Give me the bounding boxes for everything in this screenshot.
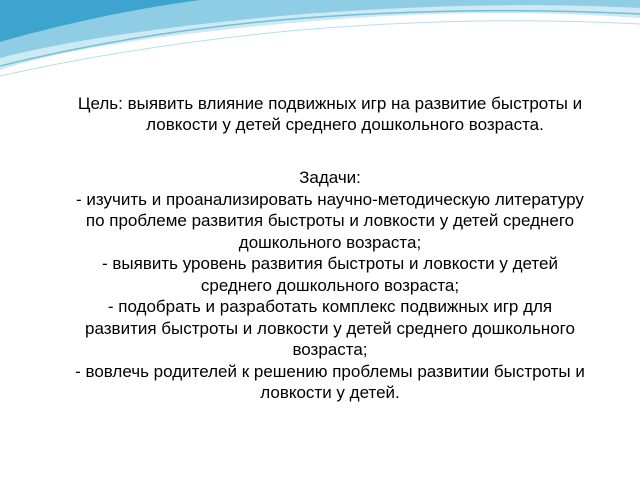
- tasks-heading: Задачи:: [299, 168, 361, 187]
- task-line: возраста;: [292, 340, 368, 359]
- task-line: дошкольного возраста;: [238, 232, 422, 252]
- task-line: ловкости у детей.: [260, 383, 400, 402]
- wave-decoration: [0, 0, 640, 90]
- task-line: развития быстроты и ловкости у детей среднего дошкольного: [85, 318, 575, 338]
- task-line: - вовлечь родителей к решению проблемы развитии быстроты и: [75, 361, 585, 381]
- goal-line: ловкости у детей среднего дошкольного возраста.: [146, 115, 544, 134]
- task-line: - выявить уровень развития быстроты и ловкости у детей: [102, 254, 558, 273]
- task-line: - подобрать и разработать комплекс подвижных игр для: [107, 297, 553, 316]
- task-line: среднего дошкольного возраста;: [200, 275, 460, 295]
- task-line: по проблеме развития быстроты и ловкости у детей среднего: [85, 211, 575, 230]
- tasks-block: [20, 167, 640, 404]
- task-line: - изучить и проанализировать научно-методическую литературу: [76, 189, 584, 209]
- goal-line: Цель: выявить влияние подвижных игр на развитие быстроты и: [77, 94, 583, 113]
- goal-text: [40, 93, 620, 135]
